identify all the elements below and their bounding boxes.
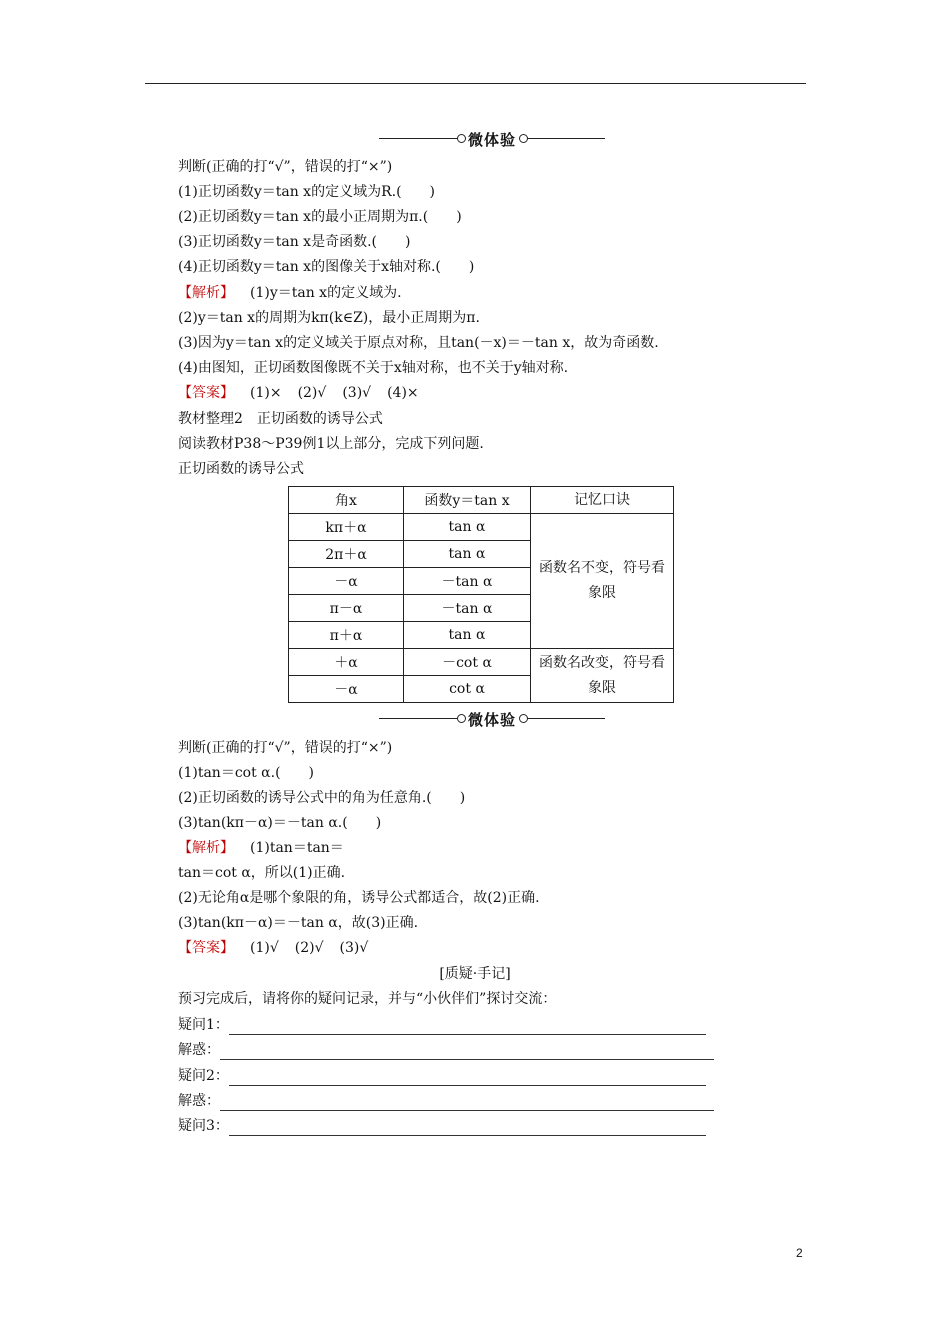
blank-field[interactable] <box>229 1070 706 1086</box>
table-row <box>289 514 674 541</box>
notes-line-5 <box>178 1116 706 1136</box>
table-cell: tan α <box>404 541 531 568</box>
section-title-2: 微体验 <box>467 711 516 729</box>
analysis2-line-2: tan＝cot α，所以(1)正确. <box>178 865 346 881</box>
question-1-3: (3)正切函数y＝tan x是奇函数.( ) <box>178 234 411 250</box>
answer-item: (4)× <box>387 385 419 401</box>
heading-rule-right <box>527 718 605 719</box>
table-cell: tan α <box>404 622 531 649</box>
notes-line-2 <box>178 1040 714 1060</box>
analysis2-line-1 <box>178 838 344 858</box>
header-rule <box>145 83 806 84</box>
heading-rule-left <box>379 718 457 719</box>
table-header: 函数y＝tan x <box>404 487 531 514</box>
analysis-tag: 【解析】 <box>178 840 234 856</box>
section-heading-2 <box>379 709 605 729</box>
notes-line-1 <box>178 1015 706 1035</box>
analysis-text: (1)y＝tan x的定义域为. <box>250 285 402 301</box>
answer-item: (2)√ <box>297 385 327 401</box>
table-cell: ＋α <box>289 649 404 676</box>
notes-label: 疑问1： <box>178 1017 229 1033</box>
table-row <box>289 649 674 676</box>
heading-rule-right <box>527 138 605 139</box>
notes-intro: 预习完成后，请将你的疑问记录，并与“小伙伴们”探讨交流： <box>178 991 557 1007</box>
question-2-3: (3)tan(kπ－α)＝－tan α.( ) <box>178 815 382 831</box>
analysis-text: (1)tan＝tan＝ <box>250 840 344 856</box>
table-header: 记忆口诀 <box>531 487 674 514</box>
answer-item: (1)× <box>250 385 282 401</box>
question-2-2: (2)正切函数的诱导公式中的角为任意角.( ) <box>178 790 466 806</box>
notes-label: 解惑： <box>178 1093 220 1109</box>
table-header-row <box>289 487 674 514</box>
table-cell: －tan α <box>404 568 531 595</box>
instruction-2: 判断(正确的打“√”，错误的打“×”) <box>178 740 393 756</box>
mnemonic-cell-1: 函数名不变，符号看象限 <box>531 514 674 649</box>
table-header: 角x <box>289 487 404 514</box>
question-1-2: (2)正切函数y＝tan x的最小正周期为π.( ) <box>178 209 462 225</box>
analysis-line-3: (3)因为y＝tan x的定义域关于原点对称，且tan(－x)＝－tan x，故为奇函数. <box>178 335 659 351</box>
analysis-line-2: (2)y＝tan x的周期为kπ(k∈Z)，最小正周期为π. <box>178 310 480 326</box>
question-2-1: (1)tan＝cot α.( ) <box>178 765 314 781</box>
analysis2-line-3: (2)无论角α是哪个象限的角，诱导公式都适合，故(2)正确. <box>178 890 540 906</box>
table-cell: cot α <box>404 676 531 703</box>
answer-item: (1)√ <box>250 940 279 956</box>
table-cell: π－α <box>289 595 404 622</box>
table-cell: －α <box>289 676 404 703</box>
section2-heading: 教材整理2 正切函数的诱导公式 <box>178 411 383 427</box>
table-cell: －α <box>289 568 404 595</box>
answer-item: (3)√ <box>342 385 372 401</box>
answer-line-2 <box>178 938 368 958</box>
answer-item: (3)√ <box>339 940 369 956</box>
table-cell: tan α <box>404 514 531 541</box>
notes-label: 疑问2： <box>178 1068 229 1084</box>
analysis2-line-4: (3)tan(kπ－α)＝－tan α，故(3)正确. <box>178 915 419 931</box>
answer-line-1 <box>178 383 419 403</box>
notes-title: [质疑·手记] <box>439 966 511 982</box>
blank-field[interactable] <box>220 1044 714 1060</box>
section2-reading: 阅读教材P38～P39例1以上部分，完成下列问题. <box>178 436 484 452</box>
analysis-tag: 【解析】 <box>178 285 234 301</box>
blank-field[interactable] <box>220 1095 714 1111</box>
table-cell: 2π＋α <box>289 541 404 568</box>
section-title-1: 微体验 <box>467 131 516 149</box>
notes-line-3 <box>178 1066 706 1086</box>
answer-tag: 【答案】 <box>178 940 234 956</box>
table-cell: kπ＋α <box>289 514 404 541</box>
mnemonic-cell-2: 函数名改变，符号看象限 <box>531 649 674 703</box>
analysis-line-4: (4)由图知，正切函数图像既不关于x轴对称，也不关于y轴对称. <box>178 360 569 376</box>
table-cell: －tan α <box>404 595 531 622</box>
question-1-4: (4)正切函数y＝tan x的图像关于x轴对称.( ) <box>178 259 475 275</box>
blank-field[interactable] <box>229 1019 706 1035</box>
analysis-line-1 <box>178 283 402 303</box>
page-number: 2 <box>796 1246 803 1260</box>
answer-item: (2)√ <box>294 940 324 956</box>
table-cell: －cot α <box>404 649 531 676</box>
section-heading-1 <box>379 129 605 149</box>
blank-field[interactable] <box>229 1120 706 1136</box>
notes-label: 疑问3： <box>178 1118 229 1134</box>
section2-subheading: 正切函数的诱导公式 <box>178 461 304 477</box>
instruction-1: 判断(正确的打“√”，错误的打“×”) <box>178 159 393 175</box>
question-1-1: (1)正切函数y＝tan x的定义域为R.( ) <box>178 184 435 200</box>
induction-formula-table <box>288 486 674 703</box>
table-cell: π＋α <box>289 622 404 649</box>
notes-label: 解惑： <box>178 1042 220 1058</box>
answer-tag: 【答案】 <box>178 385 234 401</box>
notes-line-4 <box>178 1091 714 1111</box>
heading-rule-left <box>379 138 457 139</box>
